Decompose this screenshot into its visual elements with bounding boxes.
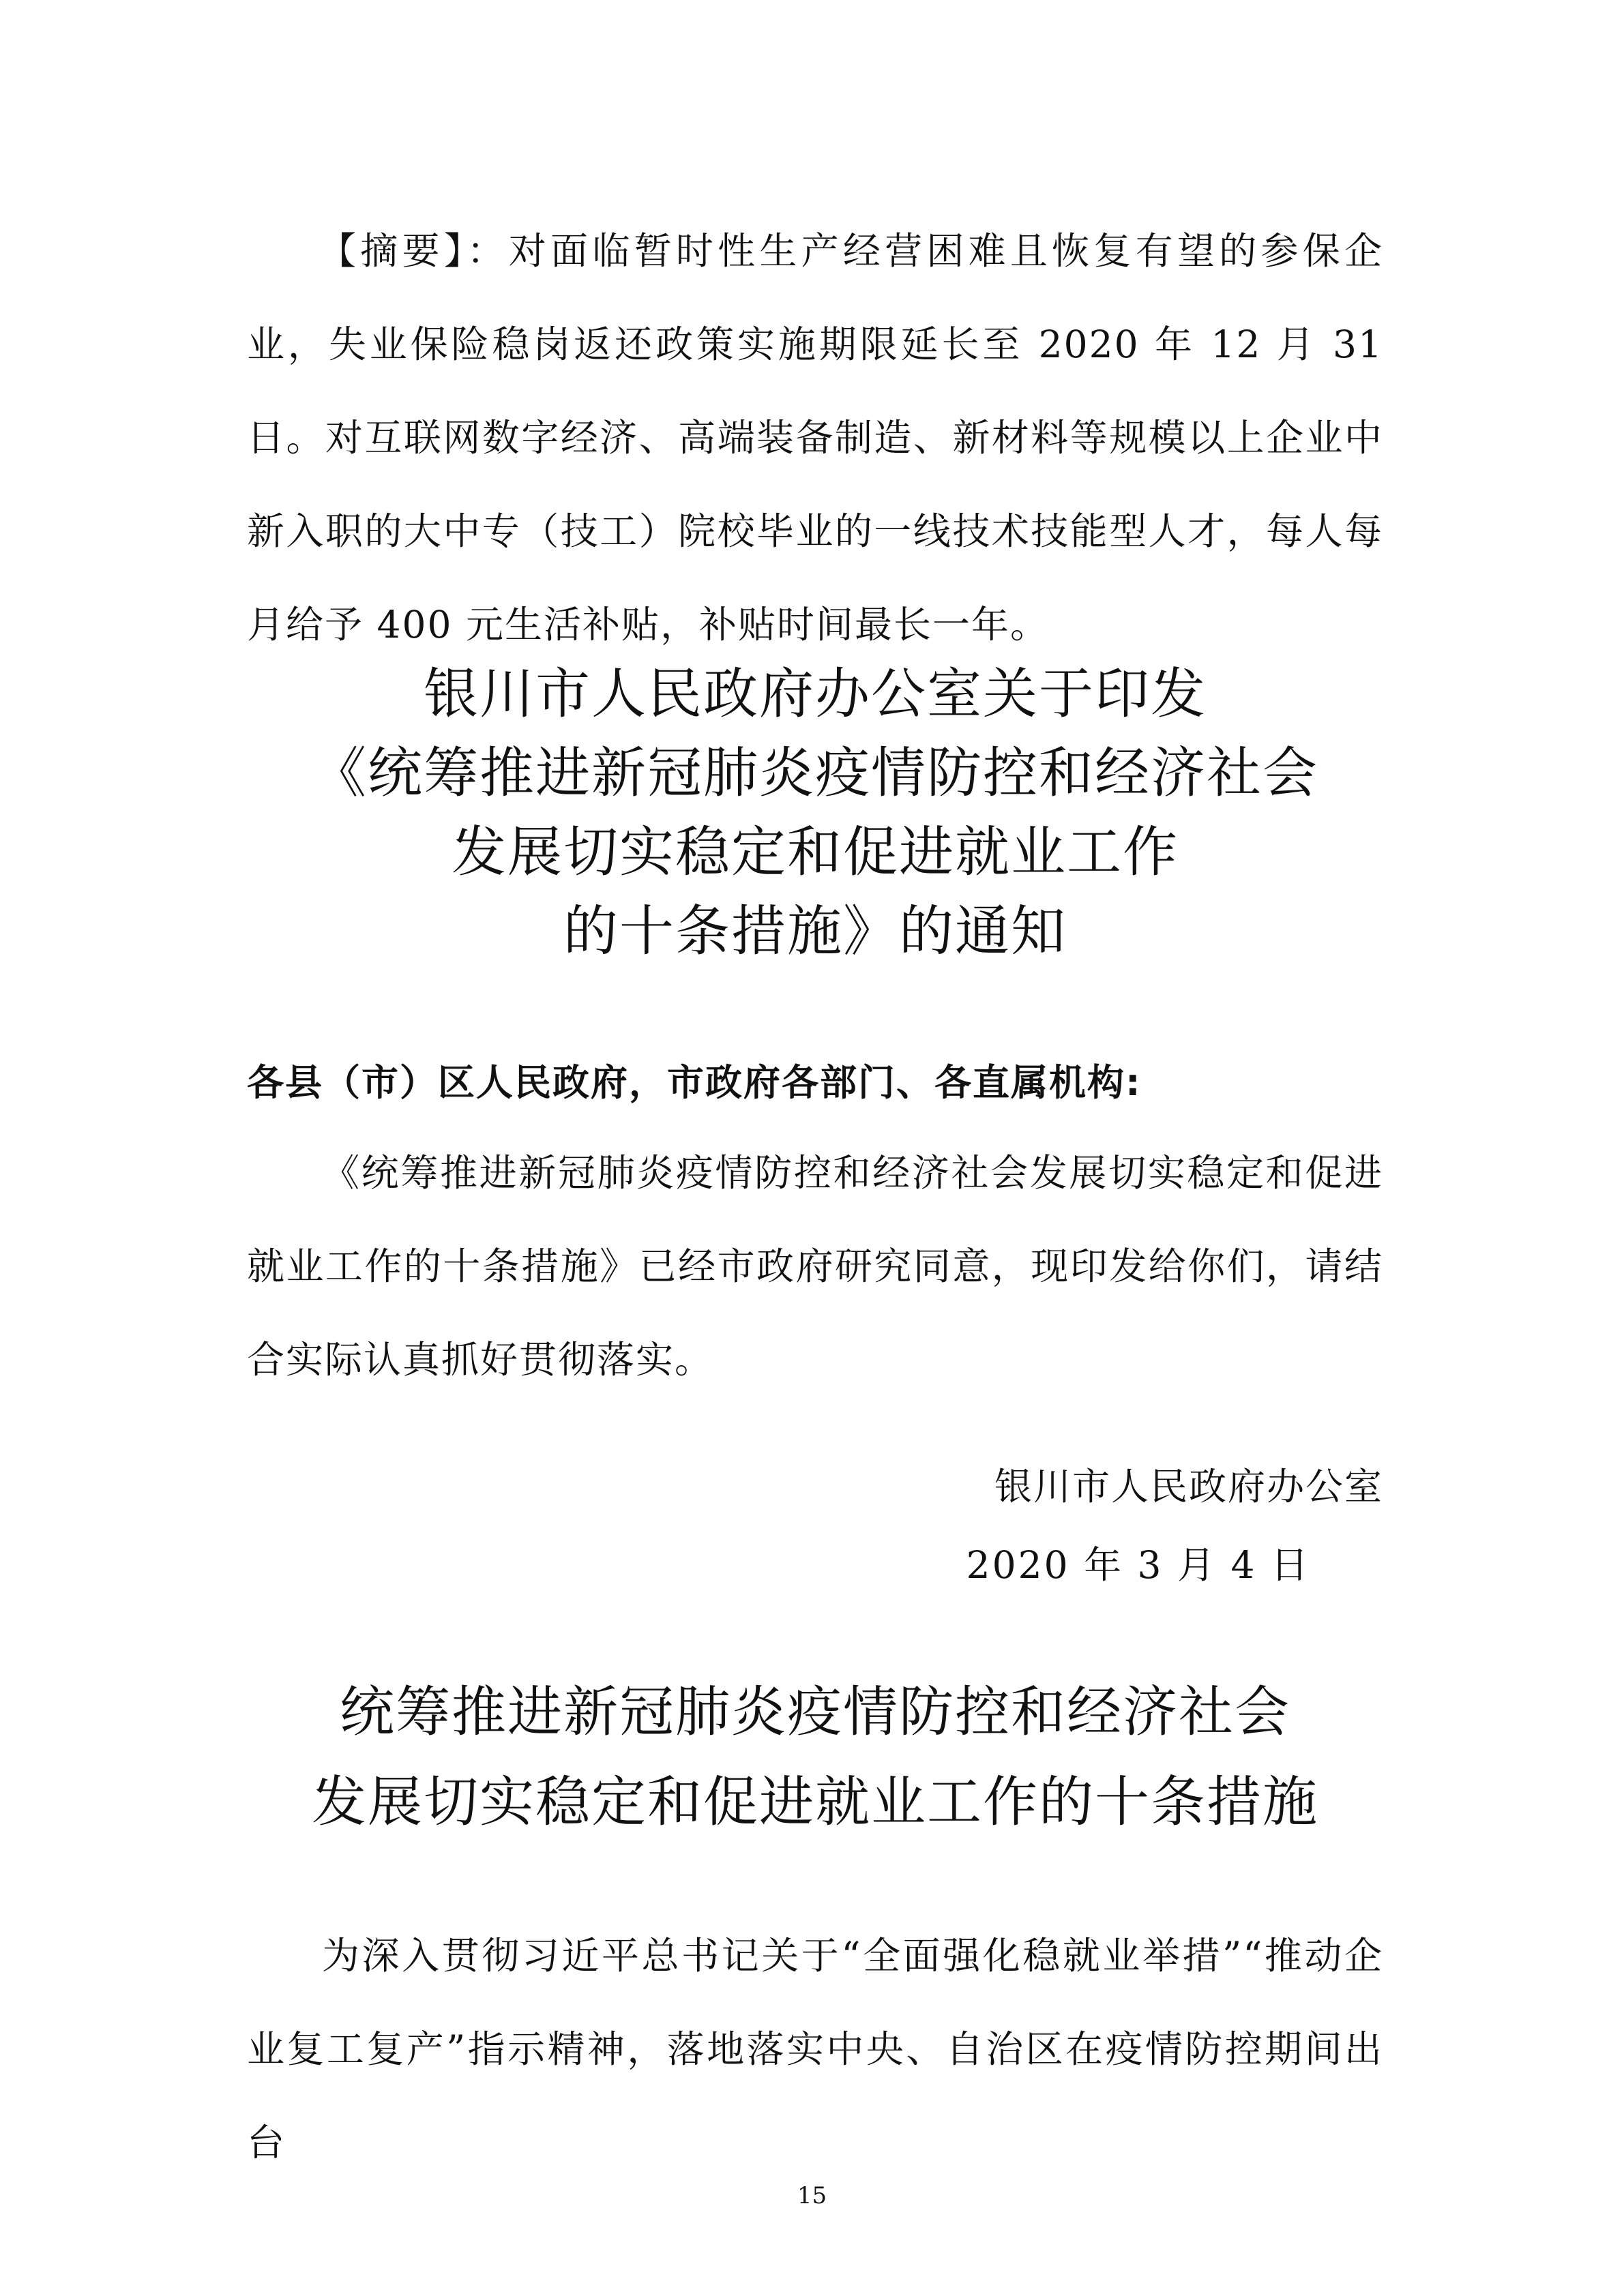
measures-title-line: 统筹推进新冠肺炎疫情防控和经济社会 (340, 1680, 1290, 1744)
notice-title-line: 发展切实稳定和促进就业工作 (452, 820, 1179, 884)
page-number: 15 (797, 2182, 827, 2209)
notice-title (247, 655, 1383, 971)
measures-title (247, 1667, 1383, 1847)
notice-title-line: 的十条措施》的通知 (563, 899, 1067, 963)
notice-title-line: 《统筹推进新冠肺炎疫情防控和经济社会 (312, 741, 1318, 805)
measures-title-line: 发展切实稳定和促进就业工作的十条措施 (312, 1770, 1318, 1834)
notice-addressee: 各县（市）区人民政府，市政府各部门、各直属机构: (247, 1061, 1142, 1104)
notice-date: 2020 年 3 月 4 日 (966, 1543, 1310, 1587)
abstract-paragraph: 【摘要】：对面临暂时性生产经营困难且恢复有望的参保企业，失业保险稳岗返还政策实施期限延长至 2020 年 12 月 31 日。对互联网数字经济、高端装备制造、新材料等规模以上企业中新入职的大中专（技工）院校毕业的一线技术技能型人才，每人每月给予 400 元生活补贴，补贴时间最长一年。 (247, 229, 1383, 646)
measures-intro-paragraph: 为深入贯彻习近平总书记关于“全面强化稳就业举措”“推动企业复工复产”指示精神，落地落实中央、自治区在疫情防控期间出台 (247, 1934, 1383, 2164)
notice-body-paragraph: 《统筹推进新冠肺炎疫情防控和经济社会发展切实稳定和促进就业工作的十条措施》已经市政府研究同意，现印发给你们，请结合实际认真抓好贯彻落实。 (247, 1151, 1383, 1382)
notice-title-line: 银川市人民政府办公室关于印发 (424, 662, 1207, 726)
notice-signer: 银川市人民政府办公室 (994, 1465, 1383, 1508)
